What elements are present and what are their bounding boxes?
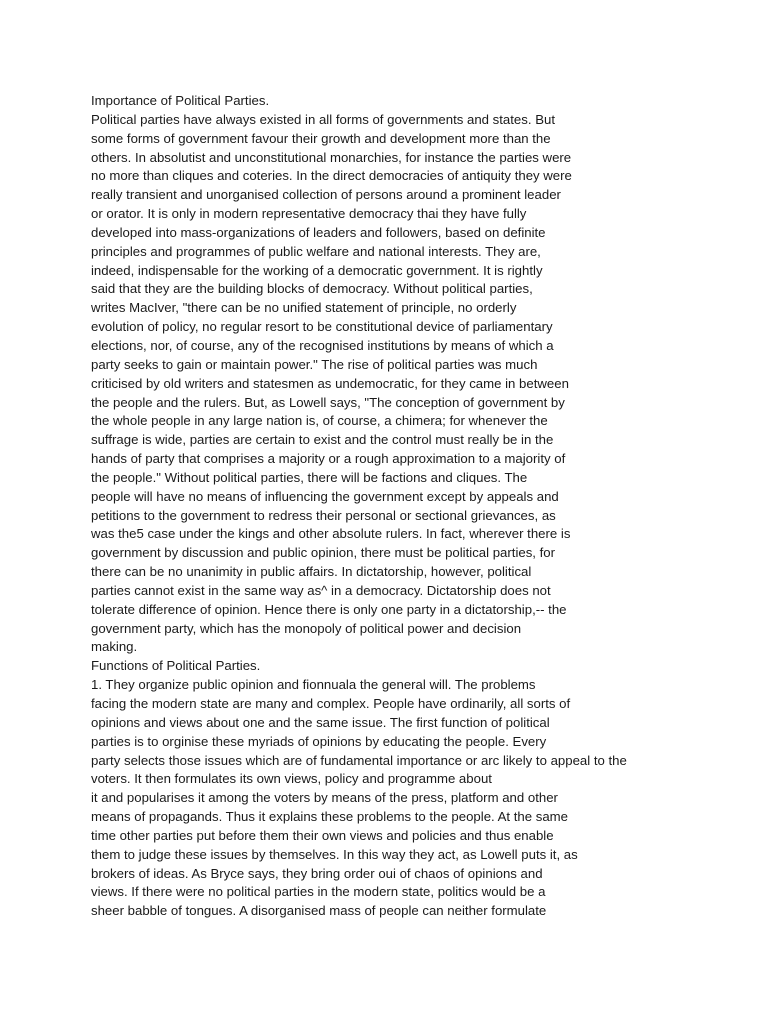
text-line: opinions and views about one and the same issue. The first function of political: [91, 714, 550, 730]
text-line: the people and the rulers. But, as Lowell says, "The conception of government by: [91, 394, 565, 410]
text-line: suffrage is wide, parties are certain to exist and the control must really be in the: [91, 432, 554, 448]
text-line: principles and programmes of public welfare and national interests. They are,: [91, 243, 541, 259]
text-line: criticised by old writers and statesmen as undemocratic, for they came in between: [91, 375, 569, 391]
text-line: party seeks to gain or maintain power." The rise of political parties was much: [91, 356, 538, 372]
text-line: Political parties have always existed in all forms of governments and states. But: [91, 111, 555, 127]
text-line: indeed, indispensable for the working of a democratic government. It is rightly: [91, 262, 543, 278]
text-line: the whole people in any large nation is, of course, a chimera; for whenever the: [91, 413, 548, 429]
text-line: government party, which has the monopoly of political power and decision: [91, 620, 522, 636]
text-line: means of propagands. Thus it explains these problems to the people. At the same: [91, 809, 568, 825]
text-line: facing the modern state are many and complex. People have ordinarily, all sorts of: [91, 696, 571, 711]
text-line: the people." Without political parties, there will be factions and cliques. The: [91, 469, 528, 485]
text-line: hands of party that comprises a majority or a rough approximation to a majority of: [91, 451, 566, 467]
text-line: there can be no unanimity in public affairs. In dictatorship, however, political: [91, 564, 532, 580]
text-line: voters. It then formulates its own views, policy and programme about: [91, 771, 492, 787]
text-line: views. If there were no political parties in the modern state, politics would be a: [91, 884, 546, 900]
text-line: others. In absolutist and unconstitutional monarchies, for instance the parties were: [91, 149, 572, 165]
text-line: government by discussion and public opinion, there must be political parties, for: [91, 545, 556, 561]
text-line: sheer babble of tongues. A disorganised mass of people can neither formulate: [91, 903, 547, 919]
text-line: developed into mass-organizations of leaders and followers, based on definite: [91, 224, 546, 240]
text-line: it and popularises it among the voters by means of the press, platform and other: [91, 790, 558, 806]
text-line: elections, nor, of course, any of the recognised institutions by means of which a: [91, 337, 554, 353]
text-line: tolerate difference of opinion. Hence there is only one party in a dictatorship,-- the: [91, 601, 567, 617]
text-line: people will have no means of influencing the government except by appeals and: [91, 488, 559, 504]
text-line: evolution of policy, no regular resort to be constitutional device of parliamentary: [91, 319, 553, 335]
text-line: time other parties put before them their own views and policies and thus enable: [91, 827, 554, 843]
text-line: no more than cliques and coteries. In the direct democracies of antiquity they were: [91, 168, 572, 184]
text-line: parties is to orginise these myriads of opinions by educating the people. Every: [91, 733, 547, 749]
text-line: party selects those issues which are of fundamental importance or arc likely to appeal to the: [91, 752, 627, 768]
text-line: parties cannot exist in the same way as^ in a democracy. Dictatorship does not: [91, 582, 551, 598]
text-line: making.: [91, 639, 138, 655]
text-line: really transient and unorganised collection of persons around a prominent leader: [91, 187, 561, 203]
text-line: writes MacIver, "there can be no unified statement of principle, no orderly: [91, 300, 517, 316]
text-line: was the5 case under the kings and other absolute rulers. In fact, wherever there is: [91, 526, 571, 542]
text-line: petitions to the government to redress their personal or sectional grievances, as: [91, 507, 556, 523]
text-line: them to judge these issues by themselves. In this way they act, as Lowell puts it, as: [91, 846, 578, 862]
text-line: some forms of government favour their growth and development more than the: [91, 130, 551, 146]
text-line: or orator. It is only in modern representative democracy thai they have fully: [91, 206, 527, 222]
section-heading-importance: Importance of Political Parties.: [91, 93, 270, 108]
section-heading-functions: Functions of Political Parties.: [91, 658, 261, 674]
text-line: 1. They organize public opinion and fionnuala the general will. The problems: [91, 677, 536, 693]
document-body-text: [91, 92, 691, 921]
text-line: said that they are the building blocks of democracy. Without political parties,: [91, 281, 533, 297]
text-line: brokers of ideas. As Bryce says, they bring order oui of chaos of opinions and: [91, 865, 543, 881]
